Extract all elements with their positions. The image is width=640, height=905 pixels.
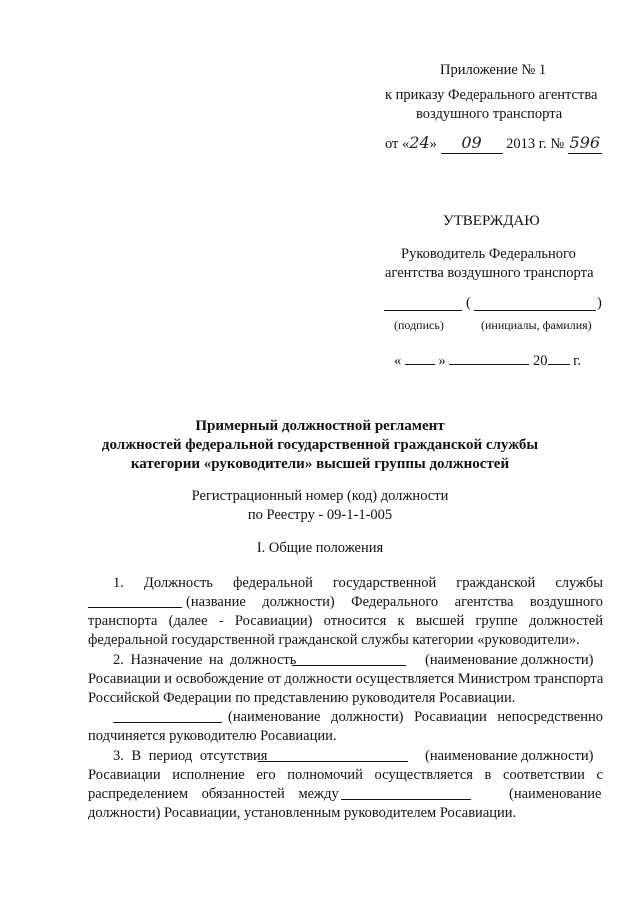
signature-line [384, 296, 462, 311]
handwritten-number: 596 [569, 133, 601, 152]
p3-line3b: (наименование [509, 786, 602, 802]
p3-line1a: 3. В период отсутствия [113, 748, 268, 764]
p1-line2-text: (название должности) Федерального агентства воздушного [186, 594, 603, 610]
appendix-date [385, 133, 602, 154]
appendix-order-line1: к приказу Федерального агентства [385, 87, 598, 103]
approve-line1: Руководитель Федерального [401, 246, 576, 262]
doc-title-line2: должностей федеральной государственной гражданской службы [101, 437, 539, 453]
p2-line1b: (наименование должности) [425, 652, 594, 668]
registry-line1: Регистрационный номер (код) должности [191, 488, 449, 504]
doc-title-line1: Примерный должностной регламент [195, 418, 445, 434]
date-prefix: от « [385, 136, 410, 152]
p1-line4: федеральной государственной гражданской службы категории «руководители». [88, 632, 580, 648]
doc-title-line3: категории «руководители» высшей группы должностей [130, 456, 510, 472]
approve-date-close: » [438, 353, 446, 369]
p3-line2: Росавиации исполнение его полномочий осуществляется в соответствии с [88, 767, 603, 783]
p3-blank1 [258, 748, 408, 767]
p3-blank2 [341, 786, 471, 805]
p2-line4: (наименование должности) Росавиации непосредственно [228, 709, 603, 725]
handwritten-month: 09 [461, 133, 482, 152]
handwritten-day: 24 [409, 133, 430, 152]
p2-line3: Российской Федерации по представлению руководителя Росавиации. [88, 690, 516, 706]
name-paren-close: ) [597, 295, 602, 311]
p2-blank2 [113, 709, 222, 728]
p2-line5: подчиняется руководителю Росавиации. [88, 728, 337, 744]
date-mid: » [429, 136, 437, 152]
registry-line2: по Реестру - 09-1-1-005 [247, 507, 393, 523]
approve-date-suffix: г. [573, 353, 582, 369]
name-label: (инициалы, фамилия) [481, 318, 592, 332]
p2-line1a: 2. Назначение на должность [113, 652, 297, 668]
approve-date-year: 20 [533, 353, 548, 369]
approve-heading: УТВЕРЖДАЮ [443, 213, 540, 229]
approve-date [394, 351, 581, 370]
p1-line2 [88, 594, 182, 613]
p1-line3: транспорта (далее - Росавиации) относится к высшей группе должностей [88, 613, 603, 629]
approve-line2: агентства воздушного транспорта [385, 265, 594, 281]
p3-line3a: распределением обязанностей между [88, 786, 339, 802]
p2-blank1 [292, 652, 406, 671]
p3-line1b: (наименование должности) [425, 748, 594, 764]
name-line [474, 296, 596, 311]
name-paren-open: ( [466, 295, 471, 311]
p2-line2: Росавиации и освобождение от должности осуществляется Министром транспорта [88, 671, 604, 687]
appendix-title: Приложение № 1 [440, 62, 547, 78]
approve-date-open: « [394, 353, 402, 369]
date-year: 2013 г. № [506, 136, 565, 152]
signature-label: (подпись) [394, 318, 444, 332]
section-heading: I. Общие положения [256, 540, 384, 556]
p1-line1: 1. Должность федеральной государственной гражданской службы [113, 575, 603, 591]
appendix-order-line2: воздушного транспорта [416, 106, 563, 122]
p3-line4: должности) Росавиации, установленным руководителем Росавиации. [88, 805, 517, 821]
